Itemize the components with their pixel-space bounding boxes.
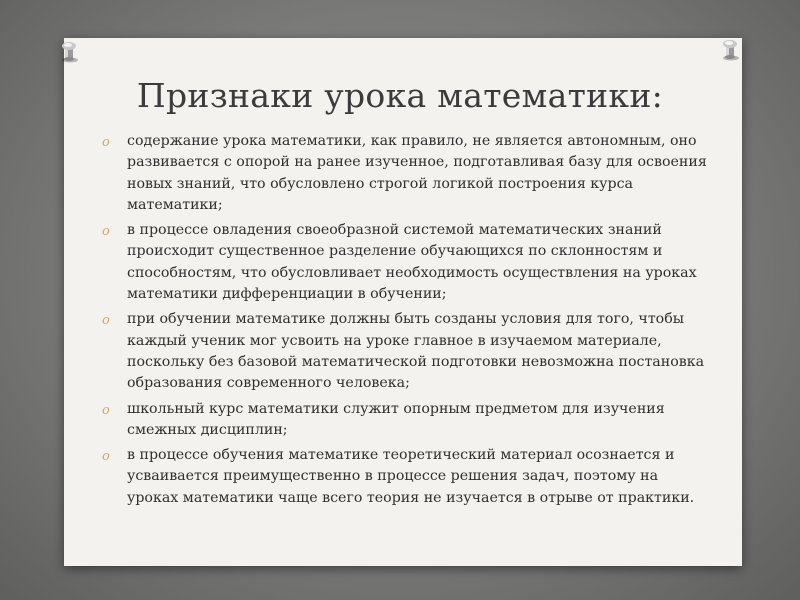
bullet-text: содержание урока математики, как правило, не является автономным, оно развивается с опорой на ранее изученное, подготавливая базу для освоения новых знаний, что обусловлено строгой логикой построения курса математики; [127, 133, 707, 213]
pushpin-icon [717, 36, 743, 62]
slide-title: Признаки урока математики: [136, 76, 664, 115]
bullet-text: в процессе овладения своеобразной системой математических знаний происходит существенное разделение обучающихся по склонностям и способностям, что обусловливает необходимость осуществления на уроках математики дифференциации в обучении; [127, 222, 697, 303]
bullet-text: при обучении математике должны быть созданы условия для того, чтобы каждый ученик мог усвоить на уроке главное в изучаемом материале, поскольку без базовой математической подготовки невозможна постановка образования современного человека; [127, 311, 705, 392]
pushpin-icon [56, 38, 82, 64]
bullet-marker: o [102, 313, 110, 329]
bullet-text: школьный курс математики служит опорным предметом для изучения смежных дисциплин; [127, 400, 665, 438]
bullet-item [102, 309, 712, 394]
bullet-item [102, 131, 712, 216]
bullet-item [102, 220, 712, 305]
bullet-marker: o [102, 224, 110, 240]
bullet-marker: o [102, 402, 110, 418]
bullet-item [102, 445, 712, 509]
bullet-list [102, 131, 712, 513]
bullet-text: в процессе обучения математике теоретический материал осознается и усваивается преимущественно в процессе решения задач, поэтому на уроках математики чаще всего теория не изучается в отрыве от практики. [127, 447, 695, 506]
bullet-marker: o [102, 449, 110, 465]
bullet-item [102, 399, 712, 442]
bullet-marker: o [102, 135, 110, 150]
